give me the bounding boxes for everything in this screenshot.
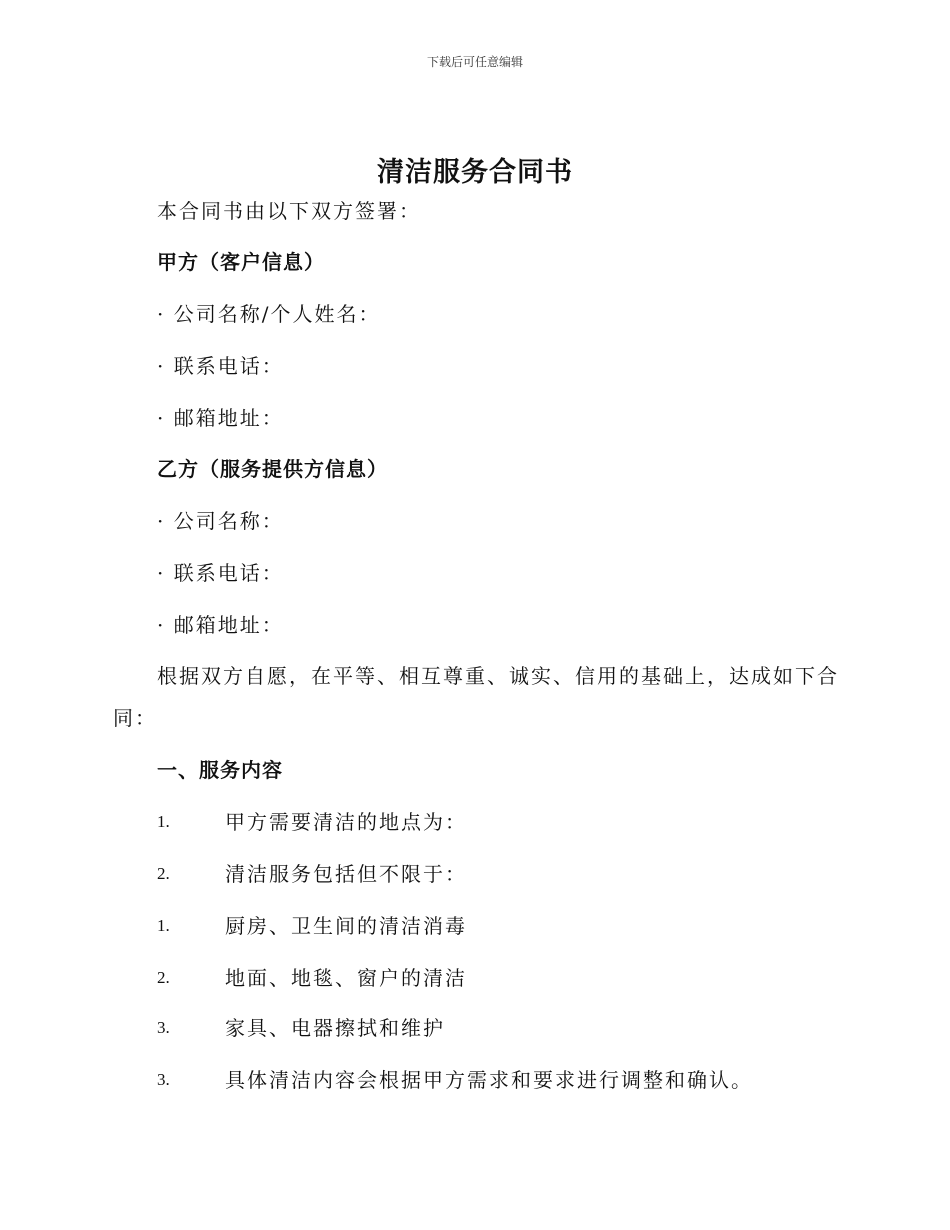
agreement-text-line2: 同： (113, 706, 157, 730)
document-title: 清洁服务合同书 (377, 157, 573, 188)
party-b-field-phone: · 联系电话： (157, 561, 284, 585)
party-a-heading: 甲方（客户信息） (157, 250, 325, 274)
list-item-number: 2. (157, 864, 170, 883)
list-item-text: 地面、地毯、窗户的清洁 (225, 966, 467, 990)
agreement-text-line1: 根据双方自愿，在平等、相互尊重、诚实、信用的基础上，达成如下合 (157, 664, 839, 688)
list-item-text: 具体清洁内容会根据甲方需求和要求进行调整和确认。 (225, 1068, 753, 1092)
list-item-number: 2. (157, 968, 170, 987)
list-item-text: 厨房、卫生间的清洁消毒 (225, 914, 467, 938)
party-a-field-phone: · 联系电话： (157, 354, 284, 378)
list-item-number: 3. (157, 1070, 170, 1089)
list-item-text: 甲方需要清洁的地点为： (225, 810, 467, 834)
list-item-number: 3. (157, 1018, 170, 1037)
section-1-heading: 一、服务内容 (157, 758, 283, 782)
list-item-number: 1. (157, 916, 170, 935)
list-item-text: 家具、电器擦拭和维护 (225, 1016, 445, 1040)
party-a-field-name: · 公司名称/个人姓名： (157, 302, 381, 326)
party-b-heading: 乙方（服务提供方信息） (157, 457, 388, 481)
header-note: 下载后可任意编辑 (426, 55, 523, 69)
party-b-field-name: · 公司名称： (157, 509, 284, 533)
list-item-text: 清洁服务包括但不限于： (225, 862, 467, 886)
party-a-field-email: · 邮箱地址： (157, 406, 284, 430)
party-b-field-email: · 邮箱地址： (157, 613, 284, 637)
list-item-number: 1. (157, 812, 170, 831)
intro-text: 本合同书由以下双方签署： (157, 199, 421, 223)
